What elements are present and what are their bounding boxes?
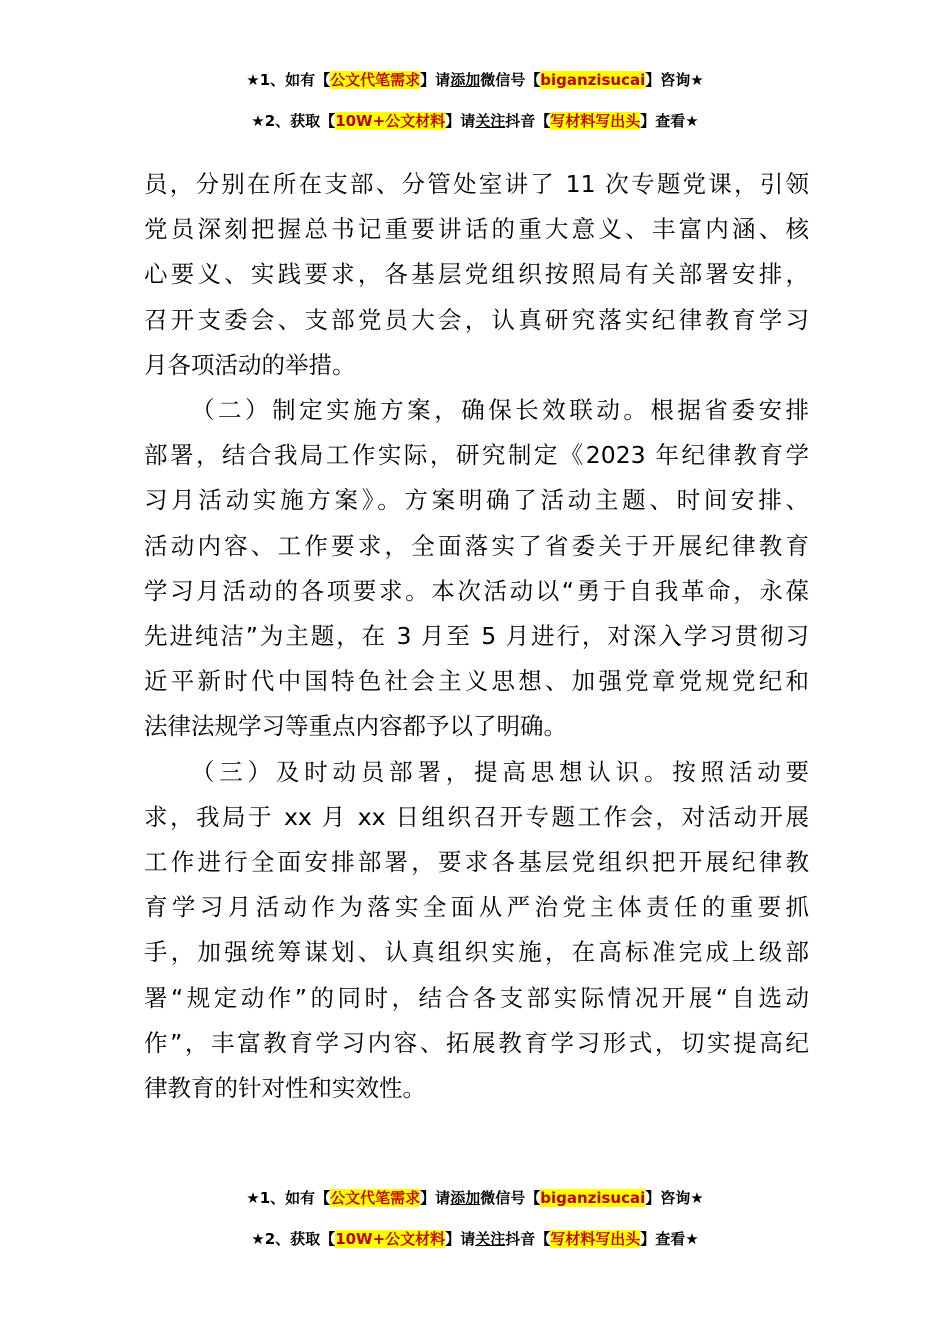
paragraph-3	[144, 750, 809, 1112]
ad-underline: 关注	[475, 1230, 506, 1248]
text-line: 律教育的针对性和实效性。	[144, 1074, 426, 1103]
text-line: 先进纯洁”为主题，在 3 月至 5 月进行，对深入学习贯彻习	[144, 622, 809, 651]
text-line: 工作进行全面安排部署，要求各基层党组织把开展纪律教	[144, 848, 809, 877]
ad-underline: 添加	[450, 71, 481, 89]
ad-highlight: 10W+公文材料	[335, 112, 446, 130]
ad-highlight: 写材料写出头	[550, 112, 641, 130]
paragraph-1	[144, 162, 809, 388]
text-line: 召开支委会、支部党员大会，认真研究落实纪律教育学习	[144, 305, 809, 334]
paragraph-2	[144, 388, 809, 750]
text-line: 学习月活动的各项要求。本次活动以“勇于自我革命，永葆	[144, 576, 809, 605]
ad-highlight: biganzisucai	[540, 71, 646, 89]
ad-text: 】请	[445, 1230, 476, 1248]
text-line: 党员深刻把握总书记重要讲话的重大意义、丰富内涵、核	[144, 215, 809, 244]
header-ad-line-1	[0, 69, 950, 91]
text-line: （三）及时动员部署，提高思想认识。按照活动要	[191, 757, 809, 786]
ad-highlight: 公文代笔需求	[330, 1189, 421, 1207]
text-line: 法律法规学习等重点内容都予以了明确。	[144, 712, 567, 741]
text-line: 月各项活动的举措。	[144, 350, 356, 379]
ad-text: 】请	[420, 1189, 451, 1207]
ad-underline: 添加	[450, 1189, 481, 1207]
ad-text: ★1、如有【	[246, 1189, 331, 1207]
ad-highlight: 10W+公文材料	[335, 1230, 446, 1248]
ad-underline: 关注	[475, 112, 506, 130]
text-line: 近平新时代中国特色社会主义思想、加强党章党规党纪和	[144, 667, 809, 696]
ad-text: ★2、获取【	[251, 112, 336, 130]
footer-ad-line-1	[0, 1187, 950, 1209]
ad-highlight: 写材料写出头	[550, 1230, 641, 1248]
text-line: 作”，丰富教育学习内容、拓展教育学习形式，切实提高纪	[144, 1028, 809, 1057]
text-line: 部署，结合我局工作实际，研究制定《2023 年纪律教育学	[144, 441, 809, 470]
ad-text: 微信号【	[480, 71, 541, 89]
document-body	[144, 162, 809, 1111]
ad-text: 抖音【	[505, 112, 551, 130]
text-line: 习月活动实施方案》。方案明确了活动主题、时间安排、	[144, 486, 809, 515]
ad-text: 】请	[445, 112, 476, 130]
text-line: 署“规定动作”的同时，结合各支部实际情况开展“自选动	[144, 983, 809, 1012]
text-line: 活动内容、工作要求，全面落实了省委关于开展纪律教育	[144, 531, 809, 560]
ad-highlight: biganzisucai	[540, 1189, 646, 1207]
ad-text: 】查看★	[640, 1230, 699, 1248]
text-line: 心要义、实践要求，各基层党组织按照局有关部署安排，	[144, 260, 809, 289]
ad-text: 】请	[420, 71, 451, 89]
footer-ad-line-2	[0, 1228, 950, 1250]
text-line: （二）制定实施方案，确保长效联动。根据省委安排	[191, 396, 809, 425]
ad-text: 微信号【	[480, 1189, 541, 1207]
text-line: 员，分别在所在支部、分管处室讲了 11 次专题党课，引领	[144, 170, 809, 198]
ad-text: 】咨询★	[645, 71, 704, 89]
ad-text: 抖音【	[505, 1230, 551, 1248]
text-line: 手，加强统筹谋划、认真组织实施，在高标准完成上级部	[144, 938, 809, 967]
ad-text: 】咨询★	[645, 1189, 704, 1207]
ad-text: ★1、如有【	[246, 71, 331, 89]
ad-highlight: 公文代笔需求	[330, 71, 421, 89]
ad-text: 】查看★	[640, 112, 699, 130]
text-line: 求，我局于 xx 月 xx 日组织召开专题工作会，对活动开展	[144, 802, 809, 831]
ad-text: ★2、获取【	[251, 1230, 336, 1248]
header-ad-line-2	[0, 110, 950, 132]
text-line: 育学习月活动作为落实全面从严治党主体责任的重要抓	[144, 893, 809, 922]
